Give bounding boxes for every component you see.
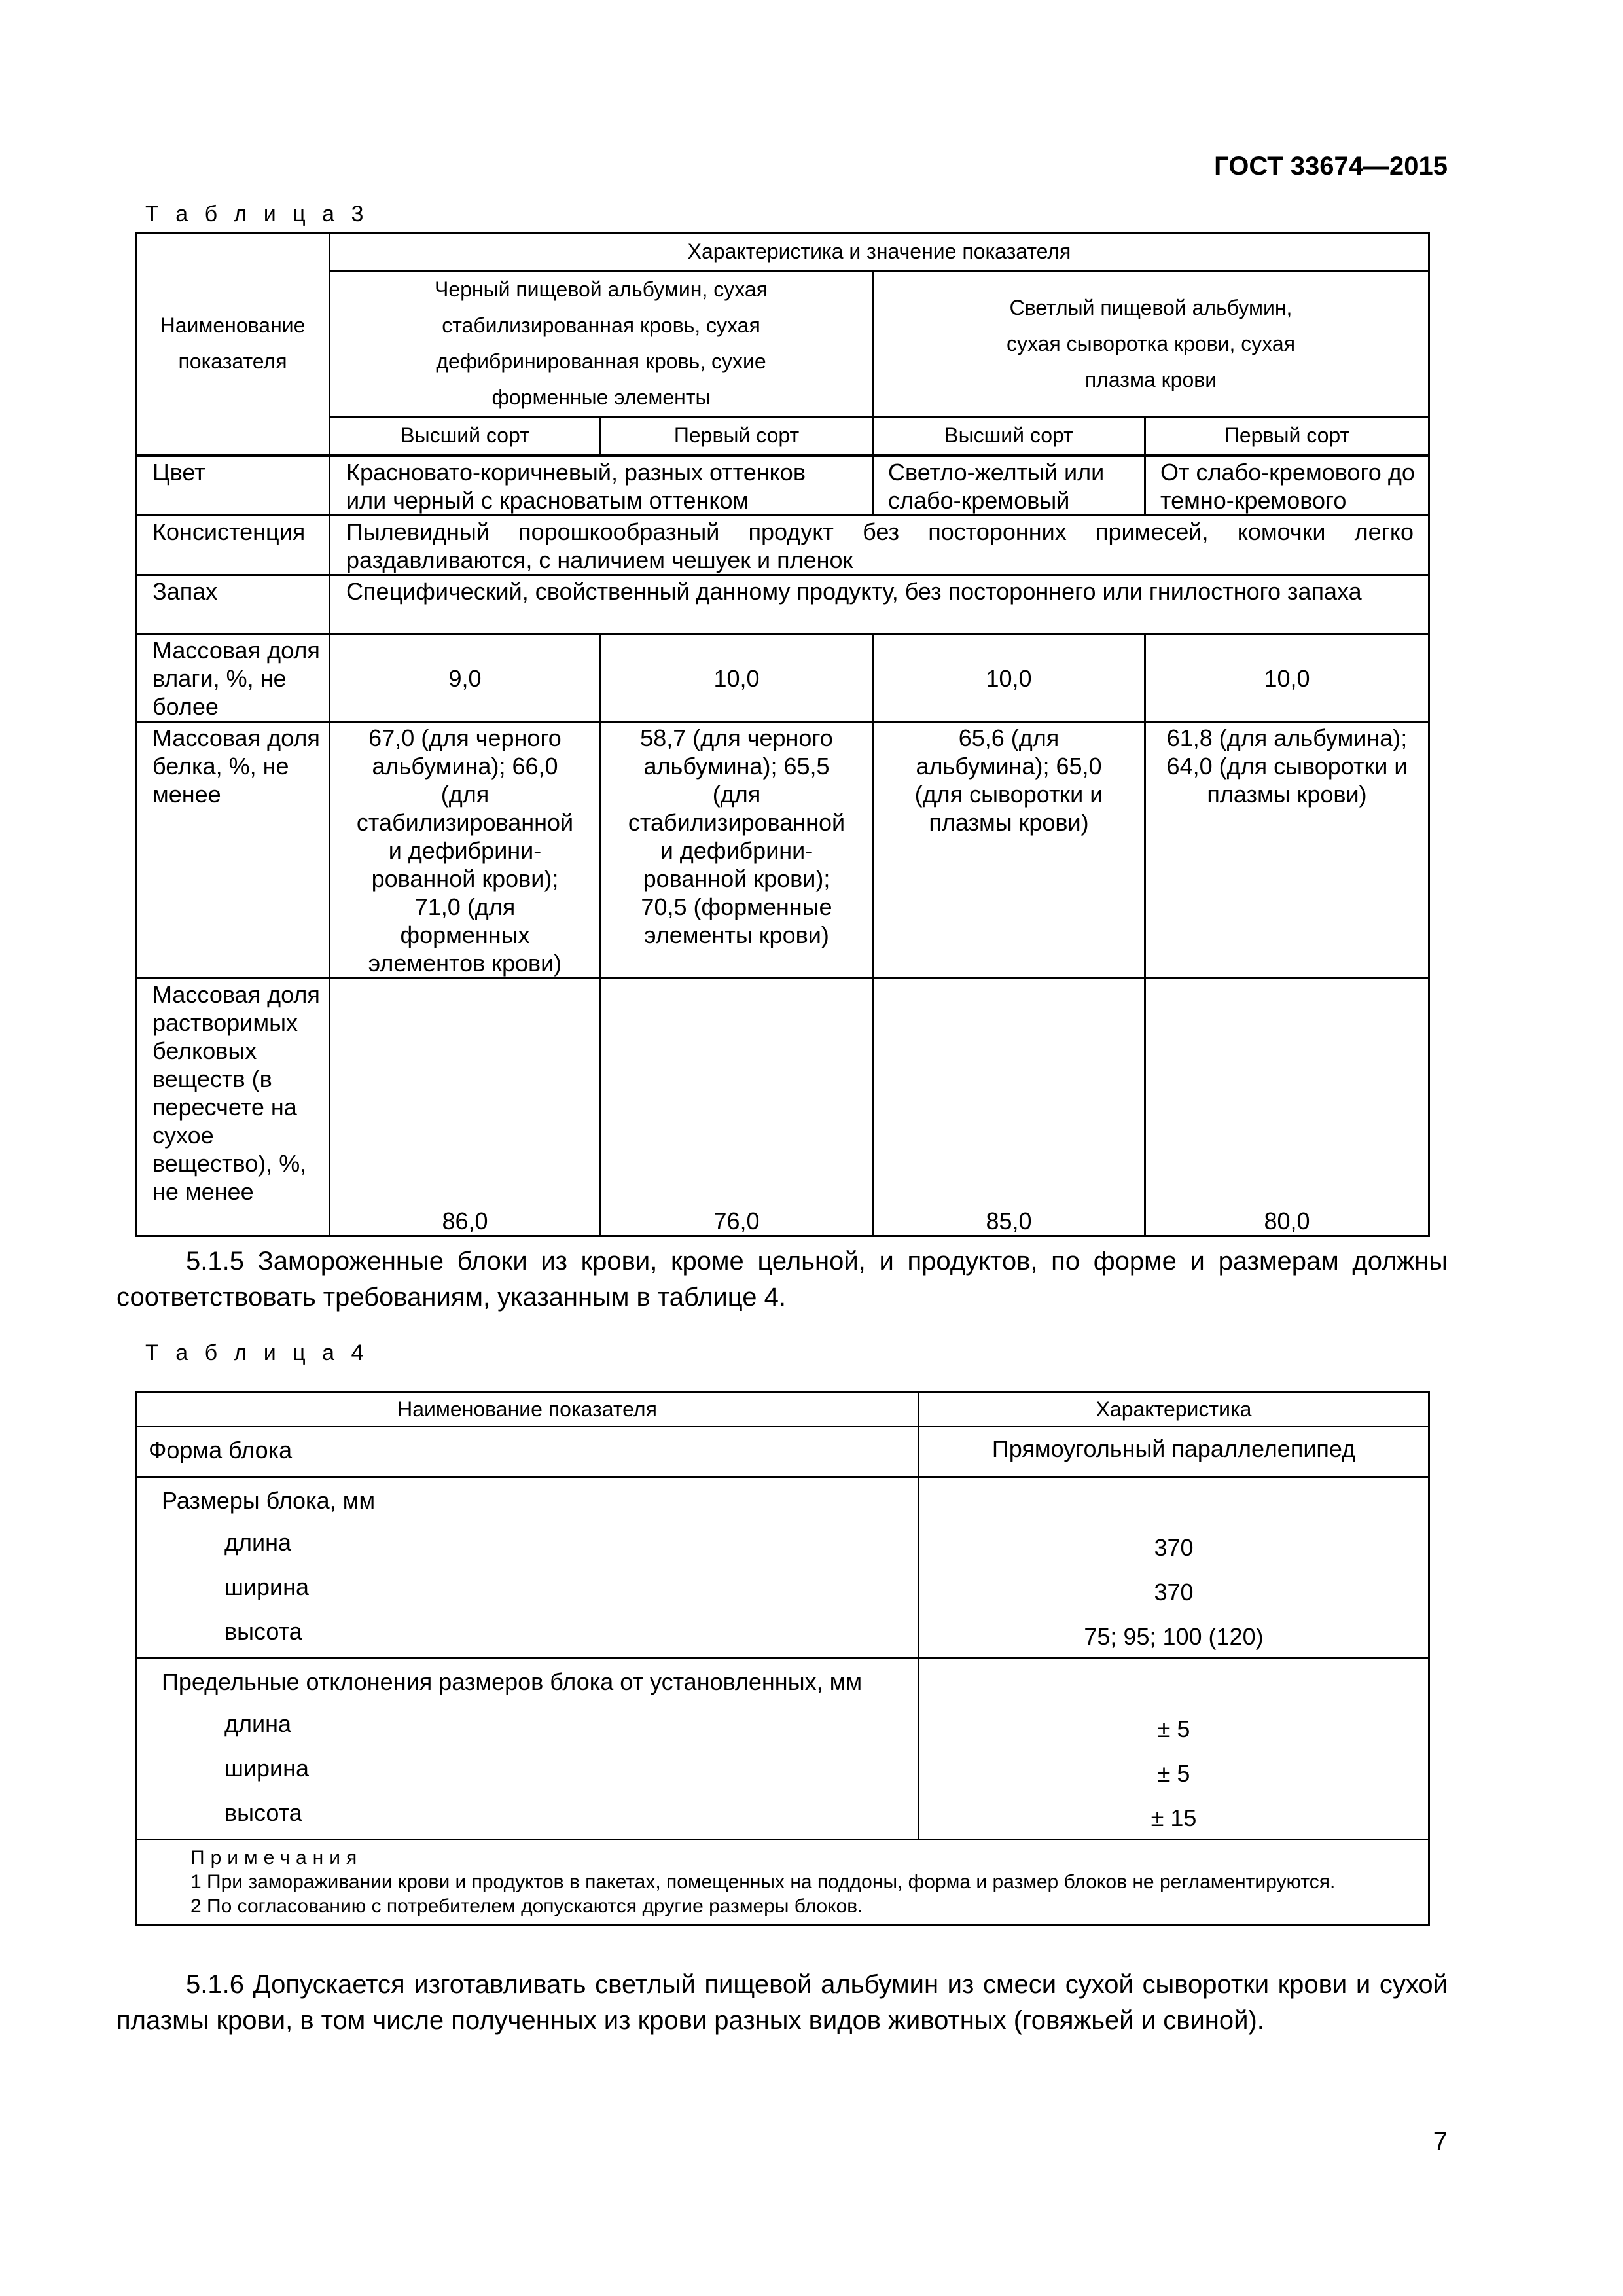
table3-soluble-value-2: 76,0	[601, 978, 873, 1236]
table4-deviations-height-value: ± 15	[919, 1793, 1429, 1840]
table4	[135, 1391, 1430, 1926]
table3-row-color-name: Цвет	[136, 456, 330, 516]
table4-shape-name: Форма блока	[136, 1427, 919, 1477]
table3-moisture-value-2: 10,0	[601, 634, 873, 722]
table4-deviations-width-name: ширина	[136, 1748, 919, 1793]
table4-sizes-width-name: ширина	[136, 1567, 919, 1611]
table4-caption: Т а б л и ц а 4	[145, 1340, 369, 1365]
table3-soluble-value-4: 80,0	[1145, 978, 1429, 1236]
table3-soluble-value-3: 85,0	[873, 978, 1145, 1236]
table4-deviations-width-value: ± 5	[919, 1748, 1429, 1793]
table4-deviations-length-value: ± 5	[919, 1704, 1429, 1748]
paragraph-5-1-5: 5.1.5 Замороженные блоки из крови, кроме цельной, и продуктов, по форме и размерам должны соответствовать требованиям, указанным в таблице 4.	[116, 1247, 1448, 1312]
table3-grade-2: Первый сорт	[601, 417, 873, 456]
table4-deviations-empty	[919, 1659, 1429, 1704]
table3-grade-4: Первый сорт	[1145, 417, 1429, 456]
paragraph-5-1-6: 5.1.6 Допускается изготавливать светлый пищевой альбумин из смеси сухой сыворотки крови и сухой плазмы крови, в том числе полученных из крови разных видов животных (говяжьей и свиной).	[116, 1970, 1448, 2035]
table3-row-color-dark: Красновато-коричневый, разных оттенков или черный с красноватым оттенком	[330, 456, 873, 516]
table3-moisture-value-1: 9,0	[330, 634, 601, 722]
document-code: ГОСТ 33674—2015	[1214, 152, 1448, 181]
table3-soluble-value-1: 86,0	[330, 978, 601, 1236]
table4-header-characteristic: Характеристика	[919, 1392, 1429, 1427]
table3-row-soluble-name: Массовая доля растворимых белковых веществ (в пересчете на сухое вещество), %, не менее	[136, 978, 330, 1236]
table3-row-consistency-value: Пылевидный порошкообразный продукт без посторонних примесей, комочки легко раздавливаются, с наличием чешуек и пленок	[330, 516, 1429, 575]
table3	[135, 232, 1430, 1237]
table3-row-color-light-first: От слабо-кремового до темно-кремового	[1145, 456, 1429, 516]
table3-protein-value-3: 65,6 (для альбумина); 65,0 (для сыворотки и плазмы крови)	[873, 722, 1145, 978]
table4-sizes-width-value: 370	[919, 1567, 1429, 1611]
table3-protein-value-2: 58,7 (для черного альбумина); 65,5 (для стабилизированной и дефибрини-рованной крови); 70,5 (форменные элементы крови)	[601, 722, 873, 978]
table3-protein-value-1: 67,0 (для черного альбумина); 66,0 (для стабилизированной и дефибрини-рованной крови); 71,0 (для форменных элементов крови)	[330, 722, 601, 978]
page-number: 7	[1433, 2127, 1448, 2156]
table4-header-name: Наименование показателя	[136, 1392, 919, 1427]
table4-deviations-name: Предельные отклонения размеров блока от установленных, мм	[136, 1659, 919, 1704]
table3-row-protein-name: Массовая доля белка, %, не менее	[136, 722, 330, 978]
table3-row-color-light-top: Светло-желтый или слабо-кремовый	[873, 456, 1145, 516]
table4-sizes-height-name: высота	[136, 1611, 919, 1659]
table3-header-characteristic: Характеристика и значение показателя	[330, 233, 1429, 271]
table4-sizes-height-value: 75; 95; 100 (120)	[919, 1611, 1429, 1659]
table3-row-moisture-name: Массовая доля влаги, %, не более	[136, 634, 330, 722]
table4-notes	[136, 1840, 1429, 1925]
notes-title: Примечания	[190, 1847, 363, 1869]
table3-header-group-dark: Черный пищевой альбумин, сухая стабилизированная кровь, сухая дефибринированная кровь, сухие форменные элементы	[330, 271, 873, 417]
note-2: 2 По согласованию с потребителем допускаются другие размеры блоков.	[190, 1895, 863, 1917]
table3-header-group-light: Светлый пищевой альбумин, сухая сыворотка крови, сухая плазма крови	[873, 271, 1429, 417]
table3-grade-1: Высший сорт	[330, 417, 601, 456]
table4-shape-value: Прямоугольный параллелепипед	[919, 1427, 1429, 1477]
note-1: 1 При замораживании крови и продуктов в пакетах, помещенных на поддоны, форма и размер блоков не регламентируются.	[190, 1871, 1336, 1893]
table3-moisture-value-4: 10,0	[1145, 634, 1429, 722]
table3-caption: Т а б л и ц а 3	[145, 202, 369, 226]
table3-header-name: Наименование показателя	[136, 233, 330, 456]
table4-deviations-height-name: высота	[136, 1793, 919, 1840]
table3-row-smell-name: Запах	[136, 575, 330, 634]
table4-sizes-length-name: длина	[136, 1522, 919, 1567]
table3-moisture-value-3: 10,0	[873, 634, 1145, 722]
table3-protein-value-4: 61,8 (для альбумина); 64,0 (для сыворотки и плазмы крови)	[1145, 722, 1429, 978]
table4-sizes-length-value: 370	[919, 1522, 1429, 1567]
table3-row-consistency-name: Консистенция	[136, 516, 330, 575]
table4-sizes-name: Размеры блока, мм	[136, 1477, 919, 1523]
table3-row-smell-value: Специфический, свойственный данному продукту, без постороннего или гнилостного запаха	[330, 575, 1429, 634]
table4-deviations-length-name: длина	[136, 1704, 919, 1748]
table4-sizes-empty	[919, 1477, 1429, 1523]
table3-grade-3: Высший сорт	[873, 417, 1145, 456]
